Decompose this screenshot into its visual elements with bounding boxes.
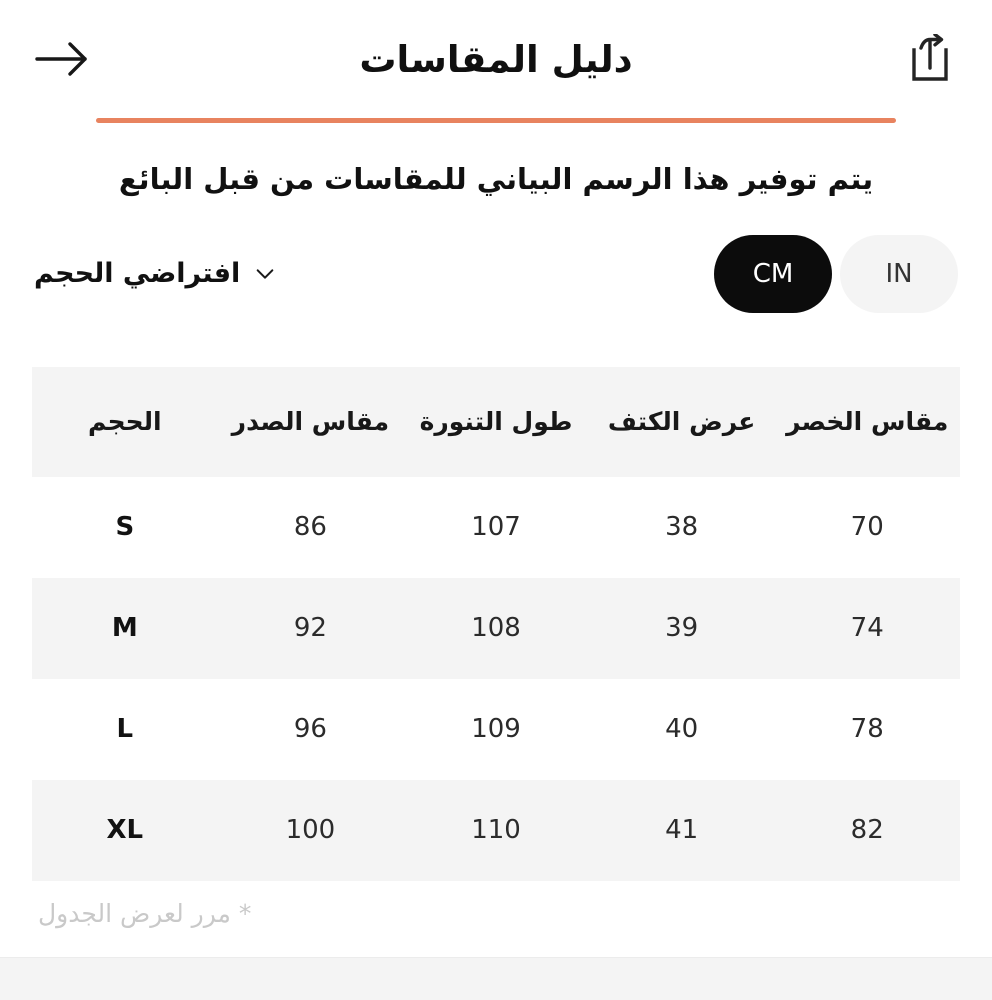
- arrow-right-icon[interactable]: [34, 31, 90, 87]
- bottom-strip: [0, 957, 992, 1000]
- cell-shoulder: 38: [665, 512, 699, 543]
- cell-shoulder: 39: [589, 578, 775, 679]
- cell-bust: 100: [218, 780, 404, 881]
- unit-option-cm[interactable]: CM: [714, 235, 832, 313]
- column-header-size: الحجم: [32, 367, 218, 477]
- controls-row: [0, 199, 992, 313]
- cell-shoulder: 40: [665, 714, 699, 745]
- cell-size: S: [115, 512, 135, 543]
- table-header-row: [32, 367, 960, 477]
- table-body: [32, 477, 960, 881]
- spacer: [0, 928, 992, 957]
- scroll-hint: * مرر لعرض الجدول: [38, 898, 252, 928]
- cell-shoulder: 41: [589, 780, 775, 881]
- table-head: [32, 367, 960, 477]
- cell-size: M: [32, 578, 218, 679]
- cell-size: XL: [32, 780, 218, 881]
- page-title: دليل المقاسات: [359, 37, 633, 81]
- table-row: [32, 679, 960, 780]
- cell-skirt-length: 109: [471, 714, 521, 745]
- cell-skirt-length: 107: [471, 512, 521, 543]
- cell-waist: 70: [850, 512, 884, 543]
- unit-toggle: [714, 235, 958, 313]
- column-header-bust: مقاس الصدر: [218, 367, 404, 477]
- share-icon[interactable]: [902, 31, 958, 87]
- cell-bust: 96: [293, 714, 327, 745]
- column-header-waist: مقاس الخصر: [774, 367, 960, 477]
- seller-notice: يتم توفير هذا الرسم البياني للمقاسات من قبل البائع: [118, 162, 874, 196]
- table-row: [32, 780, 960, 881]
- cell-bust: 92: [218, 578, 404, 679]
- cell-waist: 78: [850, 714, 884, 745]
- cell-skirt-length: 108: [403, 578, 589, 679]
- column-header-skirt-length: طول التنورة: [403, 367, 589, 477]
- size-table: [32, 367, 960, 881]
- column-header-shoulder: عرض الكتف: [589, 367, 775, 477]
- cell-waist: 82: [774, 780, 960, 881]
- size-type-label: افتراضي الحجم: [34, 258, 241, 290]
- cell-size: L: [116, 714, 134, 745]
- header: [0, 0, 992, 118]
- table-row: [32, 477, 960, 578]
- unit-option-in[interactable]: IN: [840, 235, 958, 313]
- cell-bust: 86: [293, 512, 327, 543]
- table-row: [32, 578, 960, 679]
- size-type-dropdown[interactable]: [34, 258, 276, 289]
- chevron-down-icon: [254, 263, 276, 285]
- size-table-wrap[interactable]: [0, 313, 992, 881]
- cell-skirt-length: 110: [403, 780, 589, 881]
- cell-waist: 74: [774, 578, 960, 679]
